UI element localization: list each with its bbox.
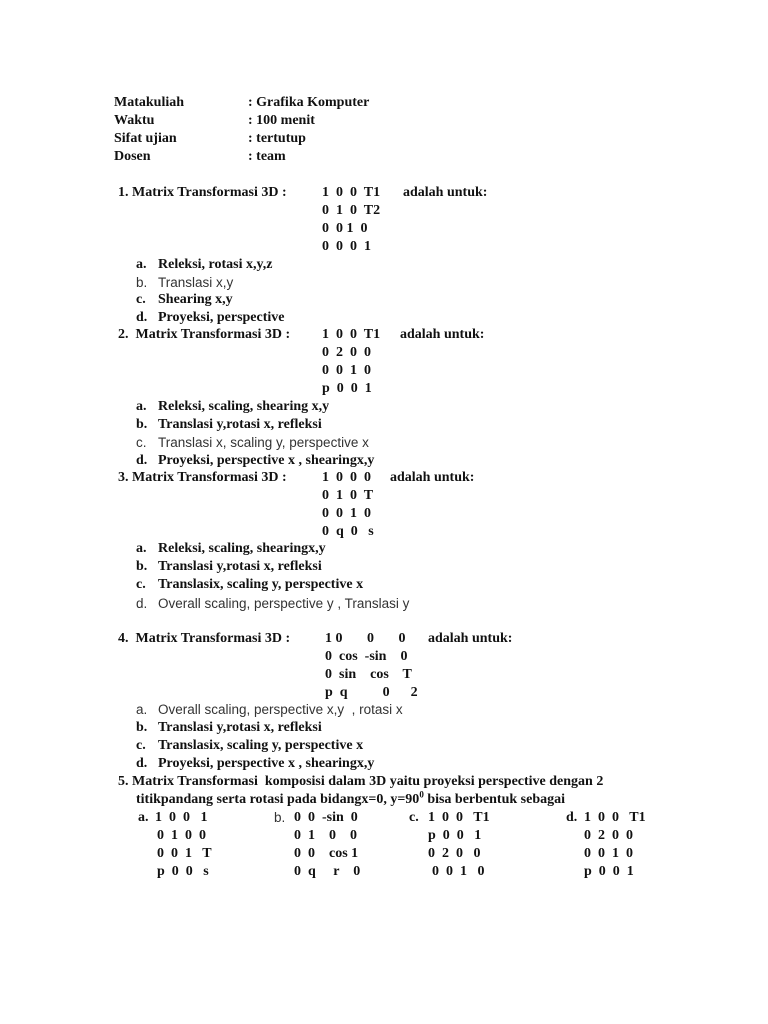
option-item: b. Translasi y,rotasi x, refleksi	[136, 559, 322, 574]
matrix-row: 0 q 0 s	[322, 524, 374, 539]
question-prompt: 1. Matrix Transformasi 3D :	[118, 185, 287, 200]
option-item: b. Translasi x,y	[136, 275, 234, 290]
matrix-row: 0 0 cos 1	[294, 846, 359, 861]
question-prompt: 2. Matrix Transformasi 3D :	[118, 327, 291, 342]
matrix-row: 0 2 0 0	[428, 846, 481, 861]
matrix-row: 0 0 1 T	[157, 846, 212, 861]
header-label: Sifat ujian	[114, 131, 177, 146]
matrix-row: 0 1 0 T	[322, 488, 374, 503]
option-item: b. Translasi y,rotasi x, refleksi	[136, 417, 322, 432]
matrix-row: 1 0 0 T1	[428, 810, 490, 825]
matrix-row: p 0 0 1	[322, 381, 372, 396]
matrix-row: 0 0 1 0	[322, 363, 371, 378]
option-item: a. Releksi, scaling, shearingx,y	[136, 541, 326, 556]
matrix-row: 0 0 0 1	[322, 239, 371, 254]
matrix-row: 0 0 1 0	[322, 506, 371, 521]
matrix-row: 1 0 0 T1	[322, 185, 381, 200]
matrix-row: 0 0 1 0	[432, 864, 485, 879]
question-tail: adalah untuk:	[428, 631, 513, 646]
question-prompt-continued: titikpandang serta rotasi pada bidangx=0, $y=90^0$ bisa berbentuk sebagai	[136, 789, 566, 807]
header-value: : tertutup	[248, 131, 306, 146]
option-letter: d.	[566, 810, 578, 825]
header-value: : Grafika Komputer	[248, 95, 370, 110]
matrix-row: 1 0 0 1	[155, 810, 208, 825]
header-label: Dosen	[114, 149, 151, 164]
matrix-row: 1 0 0 T1	[584, 810, 646, 825]
header-value: : 100 menit	[248, 113, 315, 128]
option-item: a. Releksi, scaling, shearing x,y	[136, 399, 330, 414]
option-item: a. Overall scaling, perspective x,y , rotasi x	[136, 702, 403, 717]
matrix-row: 0 cos -sin 0	[325, 649, 408, 664]
matrix-row: 0 1 0 0	[294, 828, 357, 843]
matrix-row: 0 1 0 0	[157, 828, 206, 843]
question-tail: adalah untuk:	[390, 470, 475, 485]
matrix-row: 1 0 0 T1	[322, 327, 381, 342]
matrix-row: 1 0 0 0	[322, 470, 371, 485]
question-prompt: 3. Matrix Transformasi 3D :	[118, 470, 287, 485]
question-prompt: 4. Matrix Transformasi 3D :	[118, 631, 291, 646]
option-letter: a.	[138, 810, 149, 825]
matrix-row: p 0 0 1	[428, 828, 482, 843]
option-item: d. Proyeksi, perspective x , shearingx,y	[136, 756, 375, 771]
matrix-row: 0 0 1 0	[322, 221, 368, 236]
option-item: d. Proyeksi, perspective	[136, 310, 285, 325]
option-item: b. Translasi y,rotasi x, refleksi	[136, 720, 322, 735]
header-label: Matakuliah	[114, 95, 185, 110]
header-label: Waktu	[114, 113, 155, 128]
option-item: c. Translasi x, scaling y, perspective x	[136, 435, 369, 450]
question-tail: adalah untuk:	[400, 327, 485, 342]
option-item: a. Releksi, rotasi x,y,z	[136, 257, 273, 272]
question-tail: adalah untuk:	[403, 185, 488, 200]
option-letter: b.	[274, 810, 286, 825]
option-item: d. Proyeksi, perspective x , shearingx,y	[136, 453, 375, 468]
matrix-row: 0 0 1 0	[584, 846, 633, 861]
question-prompt: 5. Matrix Transformasi komposisi dalam 3D yaitu proyeksi perspective dengan 2	[118, 774, 604, 789]
option-item: c. Translasix, scaling y, perspective x	[136, 738, 364, 753]
matrix-row: 1 0 0 0	[325, 631, 406, 646]
matrix-row: p 0 0 1	[584, 864, 634, 879]
matrix-row: 0 2 0 0	[584, 828, 633, 843]
option-item: c. Shearing x,y	[136, 292, 233, 307]
matrix-row: 0 1 0 T2	[322, 203, 381, 218]
option-letter: c.	[409, 810, 419, 825]
option-item: d. Overall scaling, perspective y , Translasi y	[136, 596, 410, 611]
matrix-row: 0 2 0 0	[322, 345, 371, 360]
matrix-row: 0 0 -sin 0	[294, 810, 358, 825]
header-value: : team	[248, 149, 286, 164]
matrix-row: 0 q r 0	[294, 864, 361, 879]
matrix-row: p 0 0 s	[157, 864, 209, 879]
option-item: c. Translasix, scaling y, perspective x	[136, 577, 364, 592]
matrix-row: p q 0 2	[325, 685, 418, 700]
matrix-row: 0 sin cos T	[325, 667, 412, 682]
